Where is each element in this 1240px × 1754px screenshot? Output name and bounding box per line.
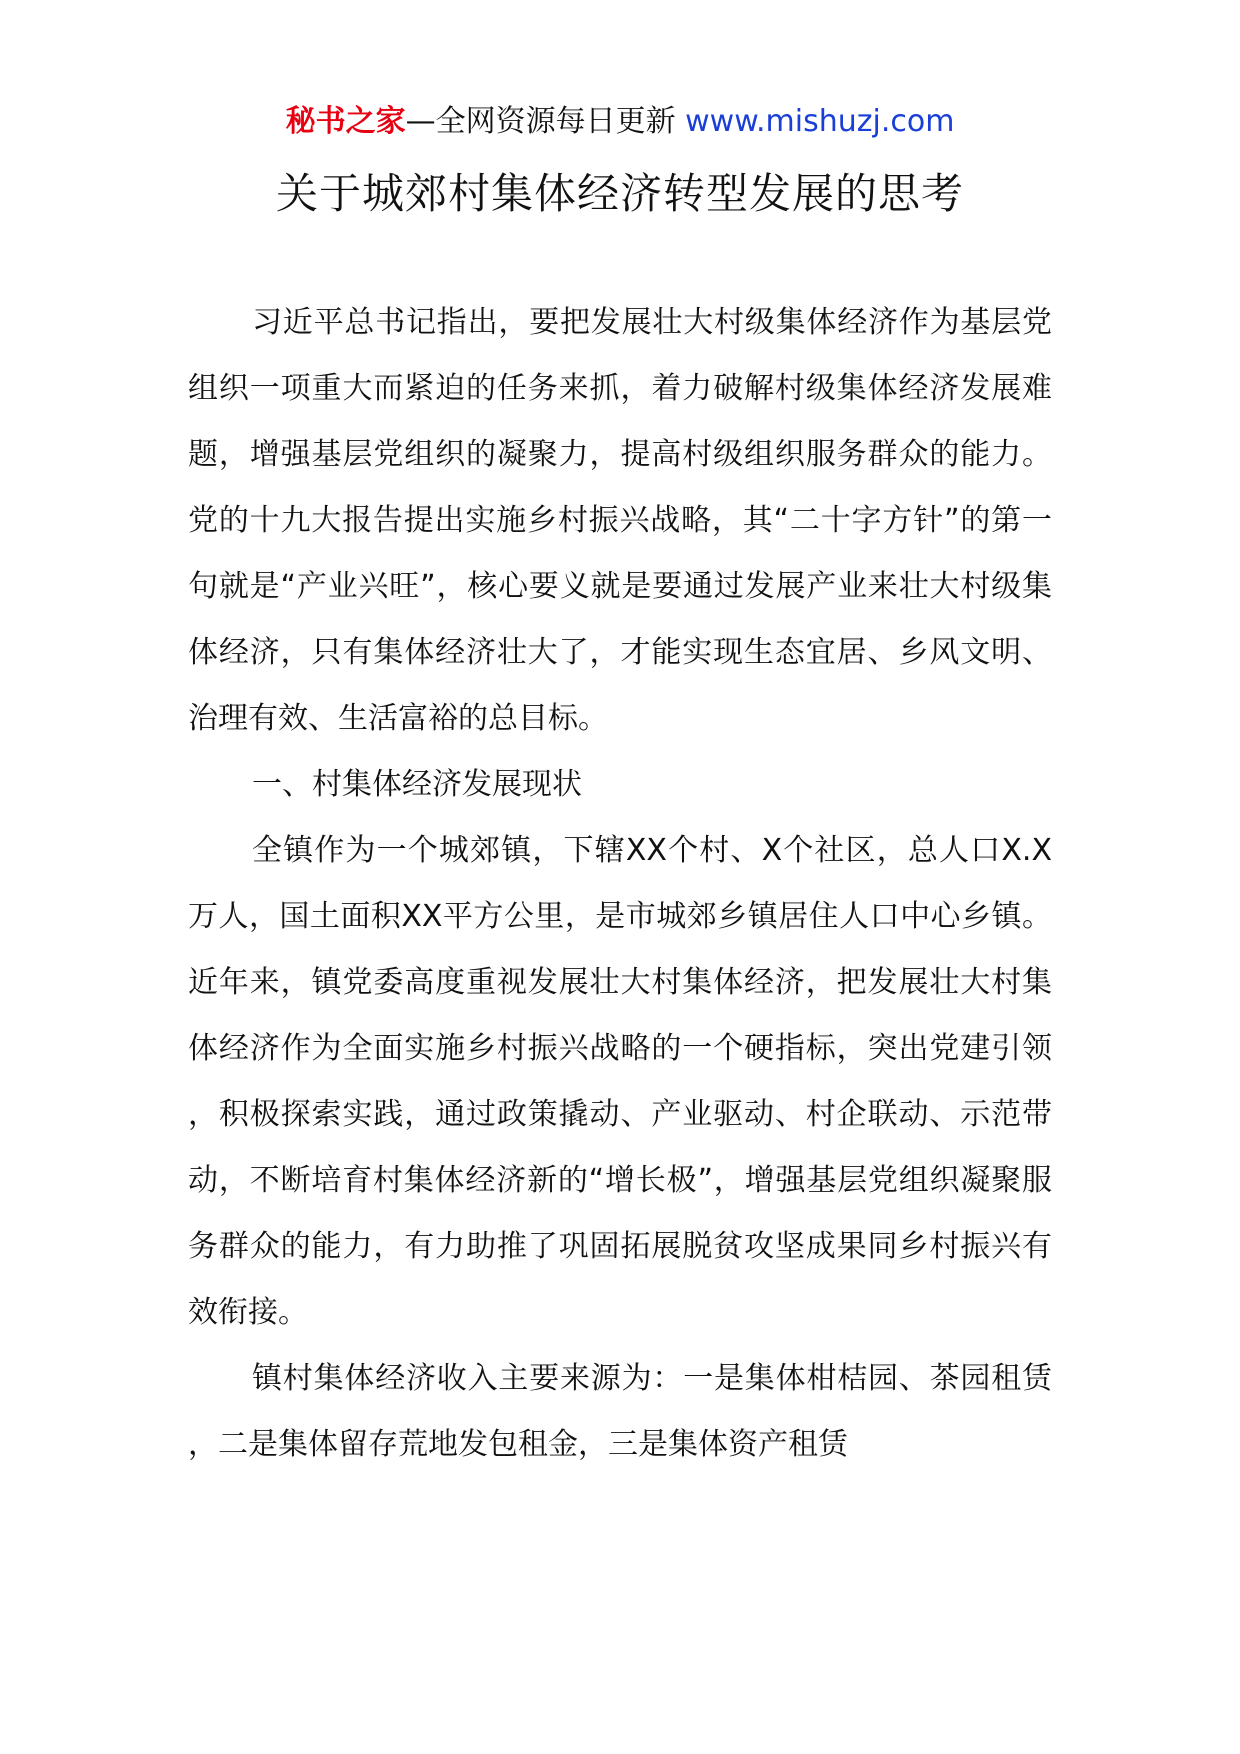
site-url-link[interactable]: www.mishuzj.com [685,104,955,139]
header-tagline: —全网资源每日更新 [405,104,686,139]
brand-name: 秘书之家 [285,104,406,139]
document-title: 关于城郊村集体经济转型发展的思考 [275,169,964,218]
document-body [188,290,1052,1478]
section-heading: 一、村集体经济发展现状 [252,767,582,802]
paragraph-status: 全镇作为一个城郊镇，下辖XX个村、X个社区，总人口X.X万人，国土面积XX平方公里，是市城郊乡镇居住人口中心乡镇。近年来，镇党委高度重视发展壮大村集体经济，把发展壮大村集体经济作为全面实施乡村振兴战略的一个硬指标，突出党建引领，积极探索实践，通过政策撬动、产业驱动、村企联动、示范带动，不断培育村集体经济新的“增长极”，增强基层党组织凝聚服务群众的能力，有力助推了巩固拓展脱贫攻坚成果同乡村振兴有效衔接。 [188,833,1052,1330]
site-header [0,102,1240,142]
paragraph-intro: 习近平总书记指出，要把发展壮大村级集体经济作为基层党组织一项重大而紧迫的任务来抓，着力破解村级集体经济发展难题，增强基层党组织的凝聚力，提高村级组织服务群众的能力。党的十九大报告提出实施乡村振兴战略，其“二十字方针”的第一句就是“产业兴旺”，核心要义就是要通过发展产业来壮大村级集体经济，只有集体经济壮大了，才能实现生态宜居、乡风文明、治理有效、生活富裕的总目标。 [188,305,1052,736]
paragraph-income-sources: 镇村集体经济收入主要来源为：一是集体柑桔园、茶园租赁，二是集体留存荒地发包租金，三是集体资产租赁 [188,1361,1052,1462]
